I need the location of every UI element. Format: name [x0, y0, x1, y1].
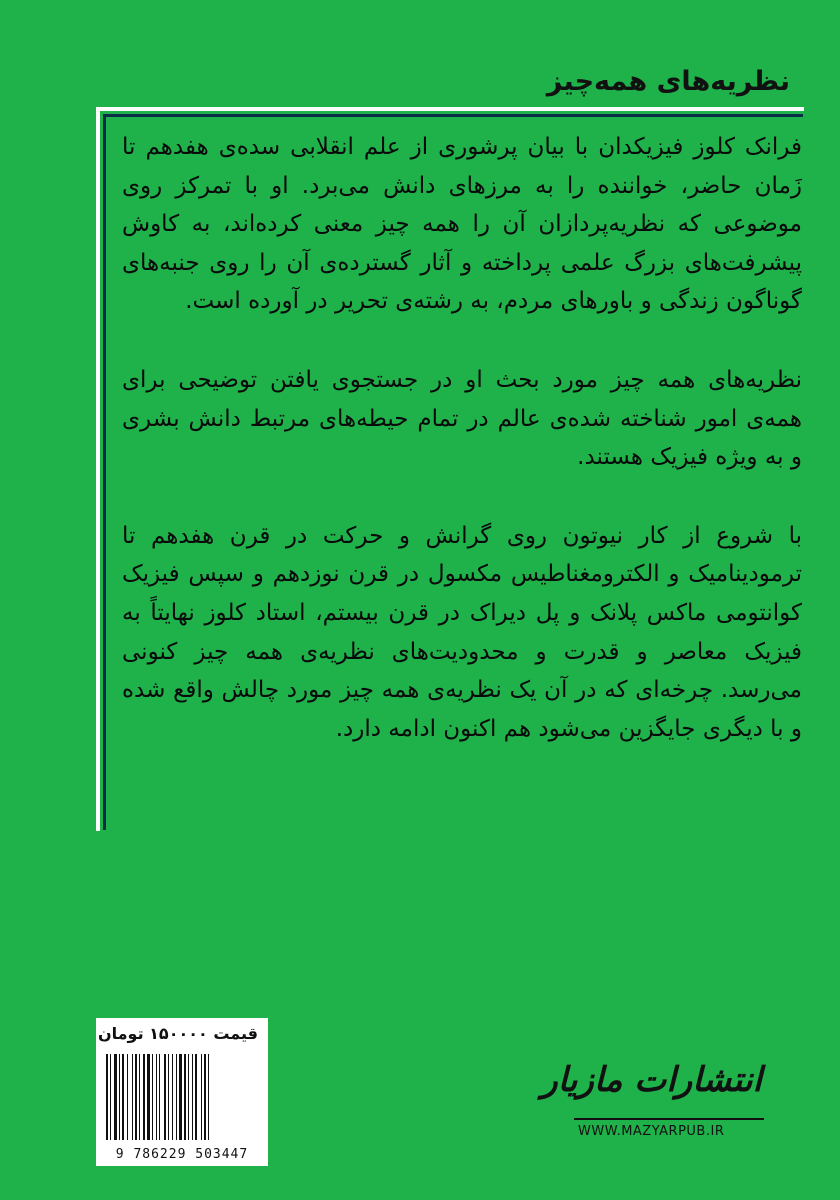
isbn-number: 9 786229 503447 [115, 1147, 249, 1162]
barcode-panel [96, 1018, 268, 1166]
publisher-logo: انتشارات مازیار [541, 1060, 762, 1100]
blurb-paragraph-1: فرانک کلوز فیزیکدان با بیان پرشوری از علم انقلابی سده‌ی هفدهم تا زَمان حاضر، خواننده را به مرزهای دانش می‌برد. او با تمرکز روی موضوعی که نظریه‌پردازان آن را همه چیز معنی کرده‌اند، به کاوش پیشرفت‌های بزرگ علمی پرداخته و آثار گسترده‌ی آن را روی جنبه‌های گوناگون زندگی و باورهای مردم، به رشته‌ی تحریر در آورده است. [122, 134, 802, 315]
publisher-website: WWW.MAZYARPUB.IR [578, 1124, 725, 1139]
back-cover-blurb [122, 128, 802, 788]
blurb-paragraph-2: نظریه‌های همه چیز مورد بحث او در جستجوی یافتن توضیحی برای همه‌ی امور شناخته شده‌ی عالم در تمام حیطه‌های مرتبط دانش بشری و به ویژه فیزیک هستند. [122, 366, 802, 471]
book-title: نظریه‌های همه‌چیز [546, 66, 790, 97]
logo-underline [574, 1118, 764, 1120]
price-label: قیمت ۱۵۰۰۰۰ تومان [97, 1024, 258, 1043]
blurb-paragraph-3: با شروع از کار نیوتون روی گرانش و حرکت در قرن هفدهم تا ترمودینامیک و الکترومغناطیس مکسول در قرن نوزدهم و سپس فیزیک کوانتومی ماکس پلانک و پل دیراک در قرن بیستم، استاد کلوز نهایتاً به فیزیک معاصر و قدرت و محدودیت‌های نظریه‌ی همه چیز کنونی می‌رسد. چرخه‌ای که در آن یک نظریه‌ی همه چیز مورد چالش واقع شده و با دیگری جایگزین می‌شود هم اکنون ادامه دارد. [122, 522, 802, 742]
barcode-icon [104, 1054, 260, 1140]
